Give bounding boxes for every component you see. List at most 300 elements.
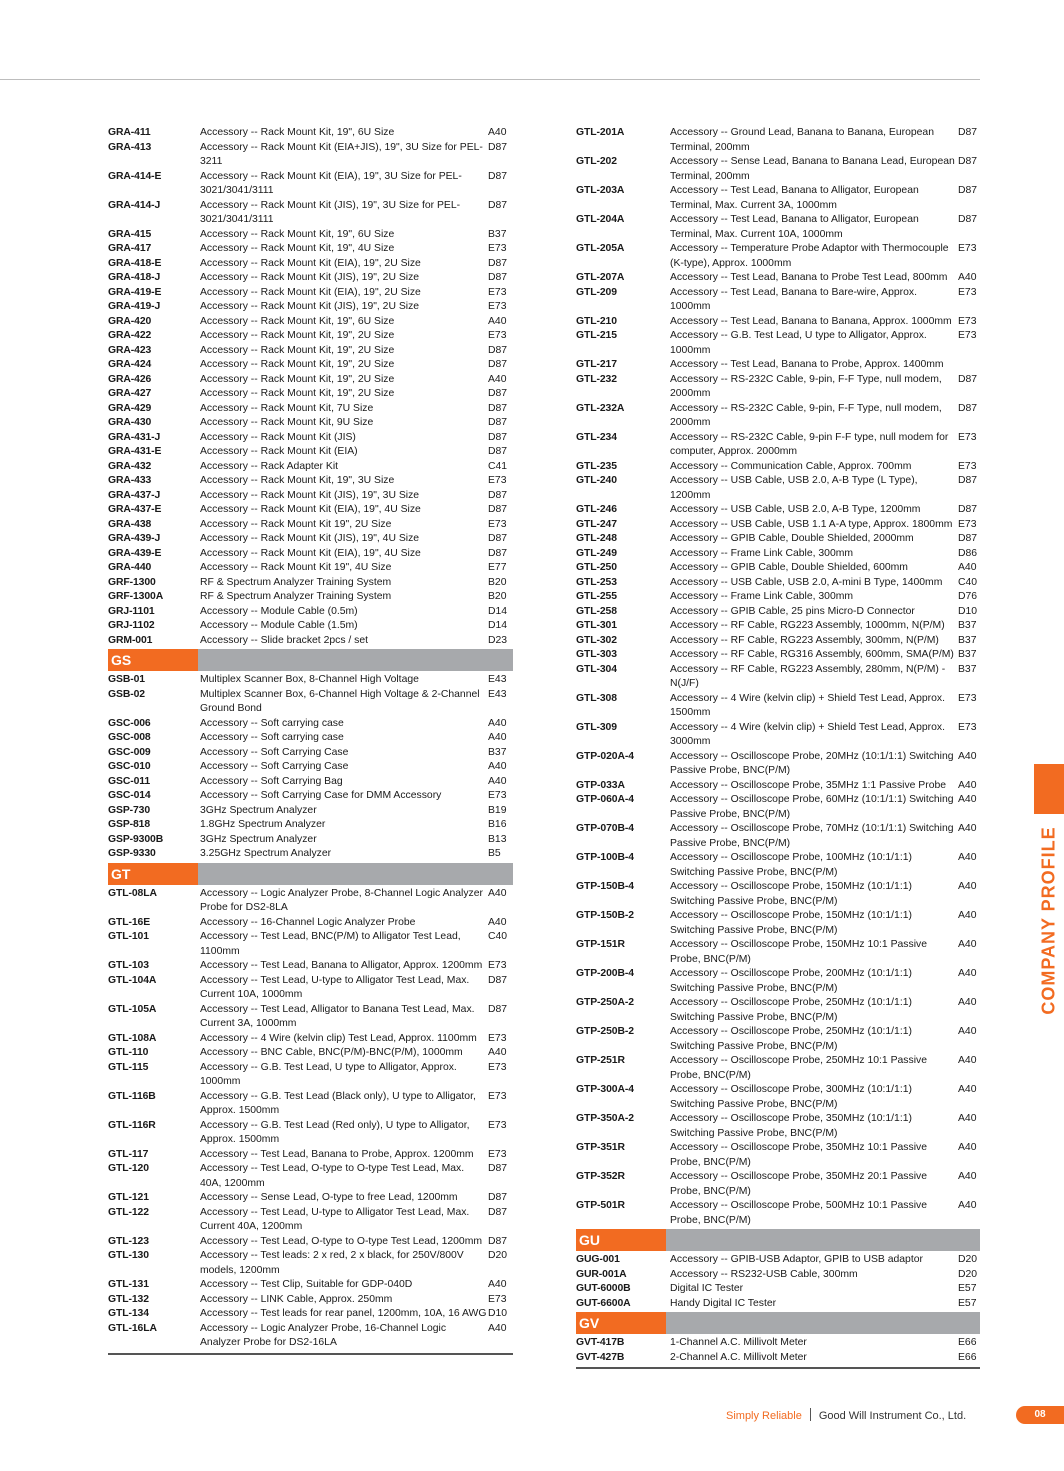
catalog-page-code: D87 [958, 533, 978, 544]
section-header-label: GV [576, 1312, 666, 1334]
part-number: GTL-258 [576, 605, 617, 617]
part-description: RF & Spectrum Analyzer Training System [200, 576, 392, 588]
part-description: Accessory -- RS-232C Cable, 9-pin, F-F Type, null modem, 2000mm [670, 402, 942, 428]
part-description: 3GHz Spectrum Analyzer [200, 833, 317, 845]
catalog-page-code: D87 [488, 431, 508, 443]
table-row [108, 228, 513, 243]
catalog-page-code: E73 [488, 301, 507, 312]
table-row [108, 1235, 513, 1250]
part-number: GRF-1300 [108, 576, 156, 588]
catalog-page-code: A40 [958, 997, 977, 1008]
table-row [108, 818, 513, 833]
part-description: Accessory -- Test leads: 2 x red, 2 x black, for 250V/800V models, 1200mm [200, 1250, 464, 1276]
part-description: Accessory -- Rack Adapter Kit [200, 460, 339, 472]
part-number: GTL-115 [108, 1061, 149, 1073]
catalog-page-code: A40 [958, 1055, 977, 1066]
catalog-page-code: D87 [488, 489, 508, 501]
table-row [576, 503, 980, 518]
part-description: Accessory -- Oscilloscope Probe, 150MHz (10:1/1:1) Switching Passive Probe, BNC(P/M) [670, 910, 912, 936]
table-row [108, 170, 513, 199]
part-description: Accessory -- GPIB Cable, Double Shielded, 600mm [670, 562, 908, 573]
table-row [108, 286, 513, 301]
part-number: GRA-430 [108, 417, 152, 428]
table-row [576, 648, 980, 663]
part-number: GTL-240 [576, 475, 617, 486]
right-parts-table [576, 126, 980, 1369]
catalog-page-code: D10 [958, 605, 978, 617]
catalog-page-code: D87 [958, 156, 978, 167]
part-description: Accessory -- Rack Mount Kit (JIS) [200, 431, 356, 443]
table-row [108, 887, 513, 916]
table-row [576, 619, 980, 634]
catalog-page-code: E73 [958, 286, 977, 298]
part-description: Multiplex Scanner Box, 8-Channel High Voltage [200, 674, 419, 685]
part-number: GTL-08LA [108, 887, 157, 899]
part-number: GRA-419-E [108, 286, 162, 298]
catalog-page-code: B37 [958, 634, 977, 646]
part-number: GRM-001 [108, 634, 153, 646]
table-row [108, 300, 513, 315]
part-description: Accessory -- Test Lead, Banana to Bare-wire, Approx. 1000mm [670, 286, 917, 312]
part-number: GTL-248 [576, 533, 617, 544]
part-number: GRA-420 [108, 315, 152, 327]
table-row [108, 1322, 513, 1351]
catalog-page-code: D14 [488, 620, 508, 631]
part-number: GTL-203A [576, 185, 625, 196]
catalog-page-code: D87 [488, 504, 508, 515]
table-row [108, 1119, 513, 1148]
part-description: Accessory -- Oscilloscope Probe, 100MHz (10:1/1:1) Switching Passive Probe, BNC(P/M) [670, 852, 912, 878]
table-row [108, 673, 513, 688]
part-description: Accessory -- Oscilloscope Probe, 250MHz (10:1/1:1) Switching Passive Probe, BNC(P/M) [670, 997, 912, 1023]
catalog-page-code: A40 [488, 732, 507, 743]
catalog-page-code: E66 [958, 1351, 977, 1363]
section-header-label: GU [576, 1229, 666, 1251]
footer-slogan: Simply Reliable [726, 1410, 802, 1422]
catalog-page-code: D87 [488, 141, 508, 153]
catalog-page-code: A40 [488, 717, 507, 729]
table-row [576, 996, 980, 1025]
catalog-page-code: D87 [488, 446, 508, 457]
part-number: GRA-419-J [108, 301, 161, 312]
part-number: GRA-440 [108, 562, 152, 573]
catalog-page-code: D87 [958, 185, 978, 196]
table-row [108, 688, 513, 717]
part-description: Accessory -- Rack Mount Kit (EIA), 19", 4U Size [200, 504, 421, 515]
catalog-page-code: A40 [488, 315, 507, 327]
table-row [108, 257, 513, 272]
part-description: Accessory -- GPIB-USB Adaptor, GPIB to USB adaptor [670, 1254, 923, 1265]
part-description: Accessory -- Frame Link Cable, 300mm [670, 547, 854, 559]
part-description: Accessory -- Oscilloscope Probe, 250MHz 10:1 Passive Probe, BNC(P/M) [670, 1055, 927, 1081]
company-profile-label: COMPANY PROFILE [1038, 825, 1059, 1015]
part-description: 2-Channel A.C. Millivolt Meter [670, 1351, 807, 1363]
part-number: GRA-427 [108, 388, 152, 399]
catalog-page-code: D87 [488, 974, 508, 986]
part-number: GSC-014 [108, 790, 151, 801]
part-number: GTL-246 [576, 504, 617, 515]
left-parts-table [108, 126, 513, 1355]
part-number: GTP-020A-4 [576, 750, 634, 762]
catalog-page-code: A40 [958, 272, 977, 283]
part-number: GTP-150B-2 [576, 910, 634, 921]
part-number: GSB-01 [108, 674, 145, 685]
catalog-page-code: A40 [958, 1113, 977, 1124]
table-row [108, 141, 513, 170]
part-description: Accessory -- Oscilloscope Probe, 350MHz (10:1/1:1) Switching Passive Probe, BNC(P/M) [670, 1113, 912, 1139]
part-description: Multiplex Scanner Box, 6-Channel High Voltage & 2-Channel Ground Bond [200, 688, 480, 714]
table-row [576, 967, 980, 996]
part-description: Accessory -- Module Cable (1.5m) [200, 620, 358, 631]
table-row [576, 750, 980, 779]
part-description: Accessory -- Rack Mount Kit, 19", 2U Size [200, 330, 395, 341]
table-row [108, 271, 513, 286]
part-number: GUT-6000B [576, 1283, 631, 1294]
part-number: GTP-060A-4 [576, 794, 634, 805]
part-description: Accessory -- Rack Mount Kit (JIS), 19", 2U Size [200, 272, 420, 283]
table-row [576, 1170, 980, 1199]
part-description: Accessory -- Logic Analyzer Probe, 16-Channel Logic Analyzer Probe for DS2-16LA [200, 1322, 447, 1348]
catalog-page-code: A40 [958, 794, 977, 805]
footer-company: Good Will Instrument Co., Ltd. [818, 1410, 967, 1422]
catalog-page-code: A40 [488, 761, 507, 772]
part-number: GSC-008 [108, 732, 151, 743]
part-description: Accessory -- Soft carrying case [200, 717, 344, 729]
catalog-page-code: A40 [958, 1200, 977, 1211]
part-number: GSP-9330 [108, 848, 156, 859]
catalog-page-code: E73 [958, 315, 977, 327]
catalog-page-code: D87 [488, 170, 508, 182]
part-description: Accessory -- 16-Channel Logic Analyzer Probe [200, 916, 416, 928]
catalog-page-code: E73 [488, 243, 507, 254]
part-number: GTL-130 [108, 1250, 149, 1261]
table-row [576, 315, 980, 330]
part-description: Accessory -- RS-232C Cable, 9-pin F-F type, null modem for computer, Approx. 2000mm [670, 431, 949, 457]
part-description: 3GHz Spectrum Analyzer [200, 804, 317, 816]
table-row [108, 373, 513, 388]
catalog-page-code: D87 [488, 1163, 508, 1174]
table-row [108, 431, 513, 446]
table-row [576, 590, 980, 605]
part-number: GTL-215 [576, 330, 617, 341]
catalog-page-code: E73 [488, 286, 507, 298]
part-description: Accessory -- G.B. Test Lead, U type to Alligator, Approx. 1000mm [670, 330, 927, 356]
table-row [576, 155, 980, 184]
table-row [108, 1090, 513, 1119]
table-row [576, 1141, 980, 1170]
part-description: Accessory -- Test Lead, O-type to O-type Test Lead, 1200mm [200, 1235, 483, 1247]
part-number: GTL-304 [576, 663, 617, 675]
table-row [108, 760, 513, 775]
table-row [576, 358, 980, 373]
part-description: Accessory -- Oscilloscope Probe, 150MHz 10:1 Passive Probe, BNC(P/M) [670, 939, 927, 965]
table-row [576, 692, 980, 721]
part-number: GTP-350A-2 [576, 1113, 634, 1124]
catalog-page-code: A40 [958, 1171, 977, 1182]
side-section-label [1034, 820, 1064, 1020]
catalog-page-code: A40 [488, 1047, 507, 1058]
part-number: GRA-431-E [108, 446, 162, 457]
part-number: GTL-131 [108, 1279, 149, 1290]
catalog-page-code: E43 [488, 688, 507, 700]
part-description: Accessory -- Rack Mount Kit (EIA), 19", 3U Size for PEL-3021/3041/3111 [200, 170, 462, 196]
catalog-page-code: D87 [488, 1003, 508, 1015]
table-row [576, 663, 980, 692]
table-row [576, 1268, 980, 1283]
part-number: GRA-422 [108, 330, 152, 341]
catalog-page-code: E43 [488, 674, 507, 685]
part-description: Accessory -- Test Lead, Banana to Alligator, European Terminal, Max. Current 3A, 1000mm [670, 185, 919, 211]
table-row [108, 1293, 513, 1308]
table-row [108, 416, 513, 431]
catalog-page-code: B37 [488, 746, 507, 758]
table-row [108, 503, 513, 518]
part-description: Accessory -- Rack Mount Kit, 19", 2U Size [200, 359, 395, 370]
part-number: GTP-200B-4 [576, 968, 634, 979]
part-description: Accessory -- Rack Mount Kit (EIA), 19", 2U Size [200, 257, 421, 269]
part-number: GTP-250A-2 [576, 997, 634, 1008]
part-number: GRA-438 [108, 518, 152, 530]
catalog-page-code: D87 [958, 504, 978, 515]
catalog-page-code: E73 [958, 721, 977, 733]
part-number: GSC-010 [108, 761, 151, 772]
part-description: Accessory -- Test Lead, Banana to Alligator, European Terminal, Max. Current 10A, 1000mm [670, 214, 919, 240]
part-description: Accessory -- Rack Mount Kit, 19", 2U Size [200, 344, 395, 356]
section-header-label: GS [108, 649, 198, 671]
part-description: Accessory -- Rack Mount Kit, 19", 3U Size [200, 475, 395, 486]
table-row [108, 916, 513, 931]
part-number: GTL-232A [576, 402, 625, 414]
part-number: GTL-309 [576, 721, 617, 733]
catalog-page-code: D87 [958, 214, 978, 225]
part-description: Accessory -- Oscilloscope Probe, 350MHz 20:1 Passive Probe, BNC(P/M) [670, 1171, 927, 1197]
part-number: GRA-417 [108, 243, 152, 254]
catalog-page-code: E73 [488, 960, 507, 971]
table-row [576, 286, 980, 315]
table-row [108, 329, 513, 344]
table-row [108, 561, 513, 576]
catalog-page-code: A40 [958, 779, 977, 791]
catalog-page-code: C41 [488, 460, 508, 472]
table-row [576, 721, 980, 750]
table-row [108, 619, 513, 634]
part-number: GRA-413 [108, 141, 152, 153]
part-description: Accessory -- Module Cable (0.5m) [200, 605, 358, 617]
part-description: Accessory -- Oscilloscope Probe, 20MHz (10:1/1:1) Switching Passive Probe, BNC(P/M) [670, 750, 954, 776]
catalog-page-code: D87 [958, 373, 978, 385]
catalog-page-code: B37 [958, 649, 977, 660]
table-row [108, 1148, 513, 1163]
table-row [108, 1191, 513, 1206]
table-row [108, 474, 513, 489]
catalog-page-code: D10 [488, 1308, 508, 1319]
part-number: GTL-16E [108, 916, 151, 928]
table-row [576, 1282, 980, 1297]
part-description: Accessory -- Sense Lead, O-type to free Lead, 1200mm [200, 1192, 458, 1203]
part-description: Accessory -- Test Lead, U-type to Alligator Test Lead, Max. Current 10A, 1000mm [200, 974, 470, 1000]
part-number: GRA-411 [108, 127, 151, 138]
table-row [108, 717, 513, 732]
part-number: GRA-418-J [108, 272, 161, 283]
part-number: GTP-352R [576, 1171, 625, 1182]
catalog-page-code: A40 [958, 881, 977, 892]
part-description: Accessory -- RS-232C Cable, 9-pin, F-F Type, null modem, 2000mm [670, 373, 942, 399]
catalog-page-code: A40 [958, 1142, 977, 1153]
table-row [108, 833, 513, 848]
part-description: Accessory -- Logic Analyzer Probe, 8-Channel Logic Analyzer Probe for DS2-8LA [200, 887, 483, 913]
table-row [576, 373, 980, 402]
catalog-page-code: A40 [958, 562, 977, 573]
table-row [576, 474, 980, 503]
table-row [108, 789, 513, 804]
part-description: Accessory -- RS232-USB Cable, 300mm [670, 1268, 858, 1280]
table-row [576, 402, 980, 431]
part-number: GTP-501R [576, 1200, 625, 1211]
table-row [108, 445, 513, 460]
table-row [108, 605, 513, 620]
part-number: GTL-122 [108, 1206, 149, 1218]
catalog-page-code: D87 [488, 402, 508, 414]
table-row [108, 344, 513, 359]
part-description: Accessory -- 4 Wire (kelvin clip) + Shield Test Lead, Approx. 1500mm [670, 692, 945, 718]
catalog-page-code: C40 [488, 931, 508, 942]
part-number: GTP-100B-4 [576, 852, 634, 863]
top-divider [0, 79, 980, 80]
part-number: GRA-439-E [108, 547, 162, 559]
part-description: Accessory -- 4 Wire (kelvin clip) Test Lead, Approx. 1100mm [200, 1032, 477, 1044]
section-header-label: GT [108, 863, 198, 885]
part-number: GTL-301 [576, 620, 617, 631]
table-row [108, 242, 513, 257]
catalog-page-code: D20 [488, 1250, 508, 1261]
part-number: GRA-429 [108, 402, 152, 414]
table-row [576, 460, 980, 475]
table-end-rule [576, 1367, 980, 1369]
part-number: GTL-249 [576, 547, 617, 559]
catalog-page-code: E73 [958, 692, 977, 704]
part-number: GTL-205A [576, 243, 625, 254]
table-row [108, 746, 513, 761]
catalog-page-code: D87 [488, 344, 508, 356]
part-number: GTL-302 [576, 634, 617, 646]
part-number: GSB-02 [108, 688, 145, 700]
catalog-page-code: E73 [958, 330, 977, 341]
table-row [108, 1162, 513, 1191]
table-row [108, 199, 513, 228]
table-row [108, 387, 513, 402]
table-row [576, 1083, 980, 1112]
part-number: GTL-201A [576, 127, 625, 138]
part-number: GTL-234 [576, 431, 617, 443]
table-row [576, 1351, 980, 1366]
catalog-page-code: D87 [488, 272, 508, 283]
part-description: Accessory -- Oscilloscope Probe, 150MHz (10:1/1:1) Switching Passive Probe, BNC(P/M) [670, 881, 912, 907]
table-row [108, 634, 513, 649]
catalog-page-code: E73 [488, 1293, 507, 1305]
table-row [576, 909, 980, 938]
part-description: Accessory -- G.B. Test Lead, U type to Alligator, Approx. 1000mm [200, 1061, 457, 1087]
part-description: Accessory -- Oscilloscope Probe, 250MHz (10:1/1:1) Switching Passive Probe, BNC(P/M) [670, 1026, 912, 1052]
part-description: 1-Channel A.C. Millivolt Meter [670, 1337, 807, 1348]
table-row [108, 460, 513, 475]
part-description: 3.25GHz Spectrum Analyzer [200, 848, 332, 859]
part-number: GTL-207A [576, 272, 625, 283]
part-description: Accessory -- LINK Cable, Approx. 250mm [200, 1293, 393, 1305]
part-description: Accessory -- RF Cable, RG223 Assembly, 300mm, N(P/M) [670, 634, 939, 646]
table-row [576, 1336, 980, 1351]
table-row [108, 126, 513, 141]
part-number: GTL-121 [108, 1192, 149, 1203]
catalog-page-code: D86 [958, 547, 978, 559]
footer [726, 1408, 966, 1422]
catalog-page-code: A40 [488, 887, 507, 899]
part-number: GRA-414-J [108, 199, 161, 211]
table-row [576, 242, 980, 271]
catalog-page-code: E77 [488, 562, 507, 573]
catalog-page-code: E73 [958, 460, 977, 472]
part-description: Accessory -- Rack Mount Kit (JIS), 19", 3U Size for PEL-3021/3041/3111 [200, 199, 461, 225]
part-description: Accessory -- Test Lead, BNC(P/M) to Alligator Test Lead, 1100mm [200, 931, 461, 957]
catalog-page-code: D87 [488, 359, 508, 370]
part-description: Accessory -- RF Cable, RG316 Assembly, 600mm, SMA(P/M) [670, 649, 954, 660]
catalog-page-code: A40 [958, 1084, 977, 1095]
catalog-page-code: A40 [958, 852, 977, 863]
section-header-gs [108, 649, 513, 671]
catalog-page-code: A40 [488, 916, 507, 928]
catalog-page-code: E73 [488, 1119, 507, 1131]
part-number: GTL-117 [108, 1148, 149, 1160]
catalog-page-code: D87 [488, 1206, 508, 1218]
table-row [108, 847, 513, 862]
part-number: GSC-011 [108, 775, 151, 787]
catalog-page-code: D87 [958, 402, 978, 414]
catalog-page-code: A40 [488, 1322, 507, 1334]
catalog-page-code: A40 [488, 1279, 507, 1290]
part-description: Accessory -- Soft Carrying Bag [200, 775, 343, 787]
part-number: GRA-432 [108, 460, 152, 472]
catalog-page-code: E73 [488, 330, 507, 341]
table-row [576, 1199, 980, 1228]
part-number: GTP-070B-4 [576, 823, 634, 834]
catalog-page-code: E73 [488, 518, 507, 530]
table-row [108, 1061, 513, 1090]
part-description: Handy Digital IC Tester [670, 1297, 777, 1309]
part-number: GRA-431-J [108, 431, 161, 443]
catalog-page-code: E66 [958, 1337, 977, 1348]
section-header-gu [576, 1229, 980, 1251]
part-number: GRA-426 [108, 373, 152, 385]
part-number: GRF-1300A [108, 591, 164, 602]
table-row [576, 605, 980, 620]
part-description: Accessory -- Test Clip, Suitable for GDP-040D [200, 1279, 413, 1290]
catalog-page-code: D87 [488, 388, 508, 399]
catalog-page-code: B37 [958, 620, 977, 631]
part-number: GTL-247 [576, 518, 617, 530]
part-description: Accessory -- Rack Mount Kit (EIA), 19", 4U Size [200, 547, 421, 559]
part-number: GSP-818 [108, 819, 151, 830]
part-number: GSP-9300B [108, 833, 164, 845]
part-description: Accessory -- Oscilloscope Probe, 350MHz 10:1 Passive Probe, BNC(P/M) [670, 1142, 927, 1168]
table-row [108, 576, 513, 591]
part-number: GRA-414-E [108, 170, 162, 182]
part-number: GTP-250B-2 [576, 1026, 634, 1037]
part-description: Accessory -- Soft Carrying Case [200, 746, 349, 758]
table-row [108, 590, 513, 605]
table-row [108, 959, 513, 974]
part-description: Accessory -- RF Cable, RG223 Assembly, 1000mm, N(P/M) [670, 620, 945, 631]
catalog-page-code: E73 [488, 1148, 507, 1160]
side-accent-bar [1034, 764, 1064, 814]
